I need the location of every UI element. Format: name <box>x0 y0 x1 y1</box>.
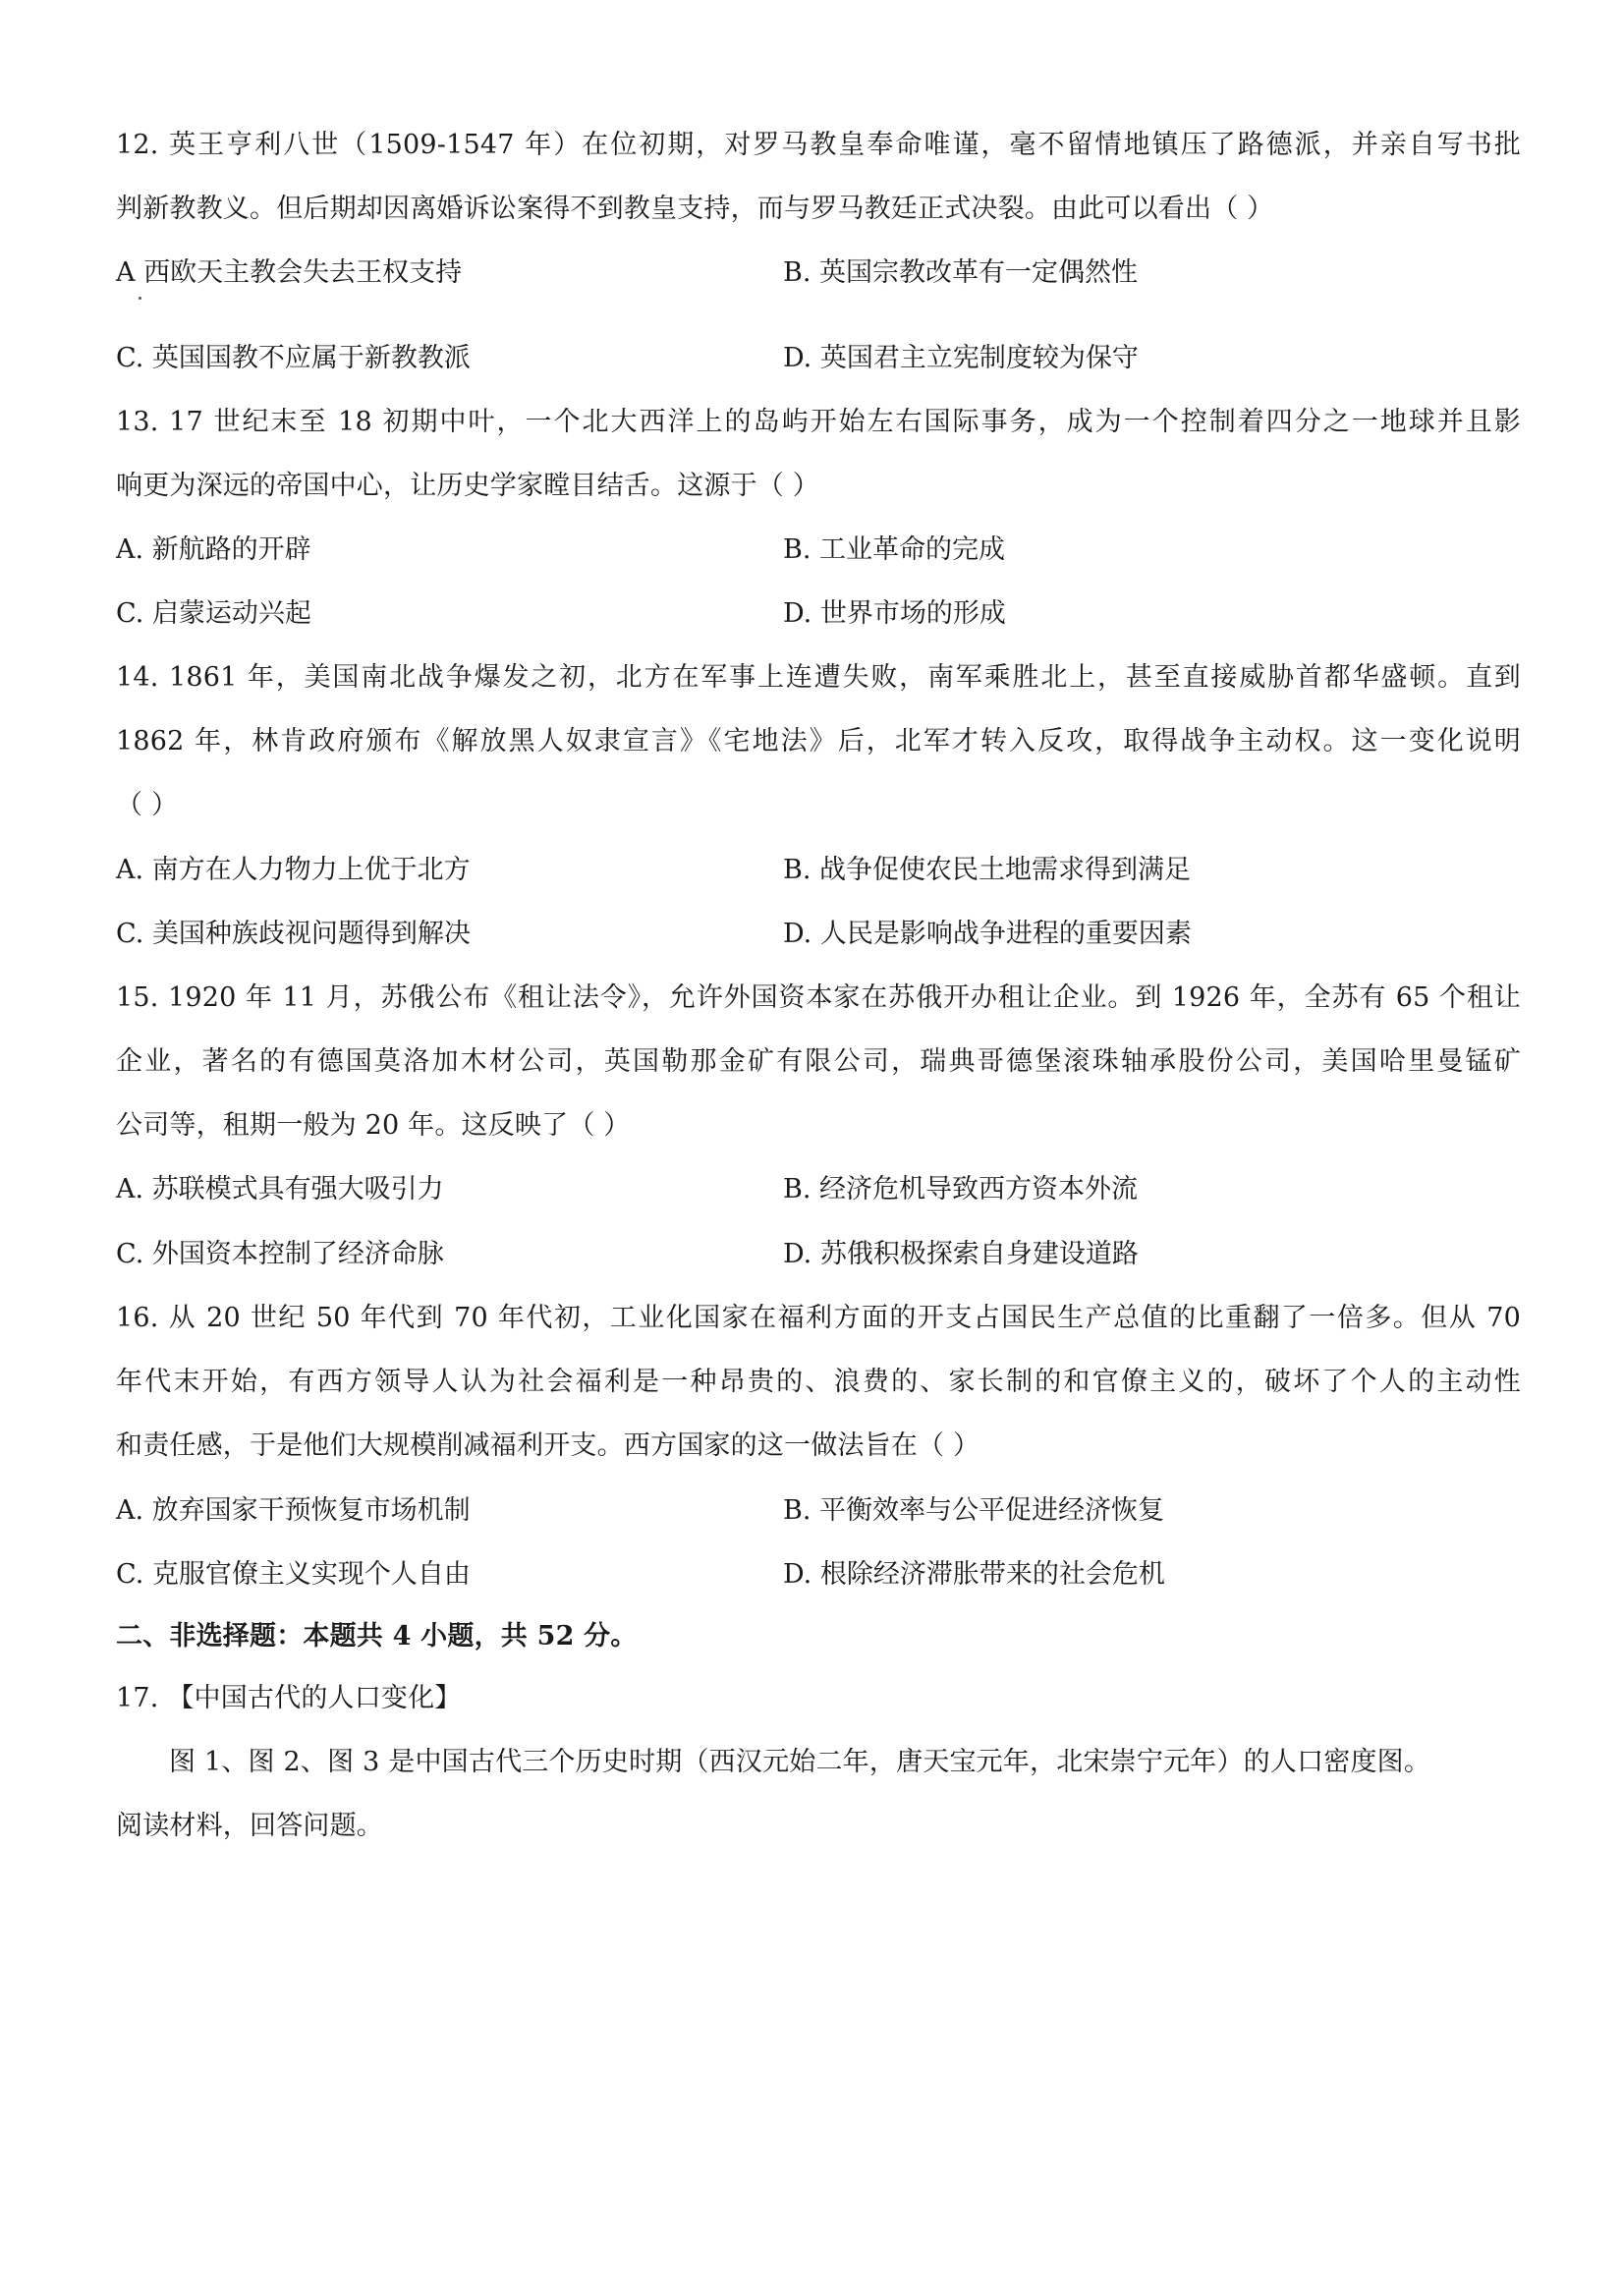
q15-option-c: C. 外国资本控制了经济命脉 <box>116 1239 444 1269</box>
q12-stem-line1: 12. 英王亨利八世（1509-1547 年）在位初期，对罗马教皇奉命唯谨，毫不留情地镇压了路德派，并亲自写书批 <box>116 130 1521 160</box>
q13-option-a: A. 新航路的开辟 <box>116 534 311 565</box>
q16-option-c: C. 克服官僚主义实现个人自由 <box>116 1559 471 1590</box>
q15-option-d: D. 苏俄积极探索自身建设道路 <box>783 1239 1139 1269</box>
q13-option-b: B. 工业革命的完成 <box>783 534 1006 565</box>
q17-title: 17. 【中国古代的人口变化】 <box>116 1683 462 1713</box>
q14-option-c: C. 美国种族歧视问题得到解决 <box>116 919 471 949</box>
q14-stem-line3: （ ） <box>116 790 179 820</box>
q13-option-c: C. 启蒙运动兴起 <box>116 598 311 629</box>
q15-option-a: A. 苏联模式具有强大吸引力 <box>116 1174 444 1204</box>
q14-stem-line2: 1862 年，林肯政府颁布《解放黑人奴隶宣言》《宅地法》后，北军才转入反攻，取得战争主动权。这一变化说明 <box>116 726 1521 756</box>
q17-intro-line2: 阅读材料，回答问题。 <box>116 1811 383 1841</box>
q15-stem-line2: 企业，著名的有德国莫洛加木材公司，英国勒那金矿有限公司，瑞典哥德堡滚珠轴承股份公司，美国哈里曼锰矿 <box>116 1046 1521 1077</box>
q16-option-d: D. 根除经济滞胀带来的社会危机 <box>783 1559 1165 1590</box>
q13-stem-line2: 响更为深远的帝国中心，让历史学家瞠目结舌。这源于（ ） <box>116 471 819 501</box>
q14-option-a: A. 南方在人力物力上优于北方 <box>116 855 471 885</box>
q14-stem-line1: 14. 1861 年，美国南北战争爆发之初，北方在军事上连遭失败，南军乘胜北上，甚至直接威胁首都华盛顿。直到 <box>116 662 1521 693</box>
q15-stem-line3: 公司等，租期一般为 20 年。这反映了（ ） <box>116 1110 631 1141</box>
q16-option-b: B. 平衡效率与公平促进经济恢复 <box>783 1495 1165 1526</box>
stray-dot-mark <box>139 297 141 300</box>
q14-option-b: B. 战争促使农民土地需求得到满足 <box>783 855 1192 885</box>
q12-option-c: C. 英国国教不应属于新教教派 <box>116 343 471 373</box>
q16-stem-line1: 16. 从 20 世纪 50 年代到 70 年代初，工业化国家在福利方面的开支占国民生产总值的比重翻了一倍多。但从 70 <box>116 1303 1521 1333</box>
section-heading: 二、非选择题：本题共 4 小题，共 52 分。 <box>116 1621 638 1652</box>
q13-option-d: D. 世界市场的形成 <box>783 598 1006 629</box>
q12-stem-line2: 判新教教义。但后期却因离婚诉讼案得不到教皇支持，而与罗马教廷正式决裂。由此可以看出（ ） <box>116 194 1274 224</box>
q12-option-a: A 西欧天主教会失去王权支持 <box>116 257 463 288</box>
q16-stem-line3: 和责任感，于是他们大规模削减福利开支。西方国家的这一做法旨在（ ） <box>116 1430 980 1461</box>
q12-option-b: B. 英国宗教改革有一定偶然性 <box>783 257 1139 288</box>
q13-stem-line1: 13. 17 世纪末至 18 初期中叶，一个北大西洋上的岛屿开始左右国际事务，成为一个控制着四分之一地球并且影 <box>116 407 1521 437</box>
q15-stem-line1: 15. 1920 年 11 月，苏俄公布《租让法令》，允许外国资本家在苏俄开办租让企业。到 1926 年，全苏有 65 个租让 <box>116 982 1521 1013</box>
q16-stem-line2: 年代末开始，有西方领导人认为社会福利是一种昂贵的、浪费的、家长制的和官僚主义的，破坏了个人的主动性 <box>116 1367 1521 1397</box>
q12-option-d: D. 英国君主立宪制度较为保守 <box>783 343 1139 373</box>
q15-option-b: B. 经济危机导致西方资本外流 <box>783 1174 1139 1204</box>
q17-intro-line1: 图 1、图 2、图 3 是中国古代三个历史时期（西汉元始二年，唐天宝元年，北宋崇宁元年）的人口密度图。 <box>169 1747 1431 1777</box>
q16-option-a: A. 放弃国家干预恢复市场机制 <box>116 1495 471 1526</box>
q14-option-d: D. 人民是影响战争进程的重要因素 <box>783 919 1192 949</box>
